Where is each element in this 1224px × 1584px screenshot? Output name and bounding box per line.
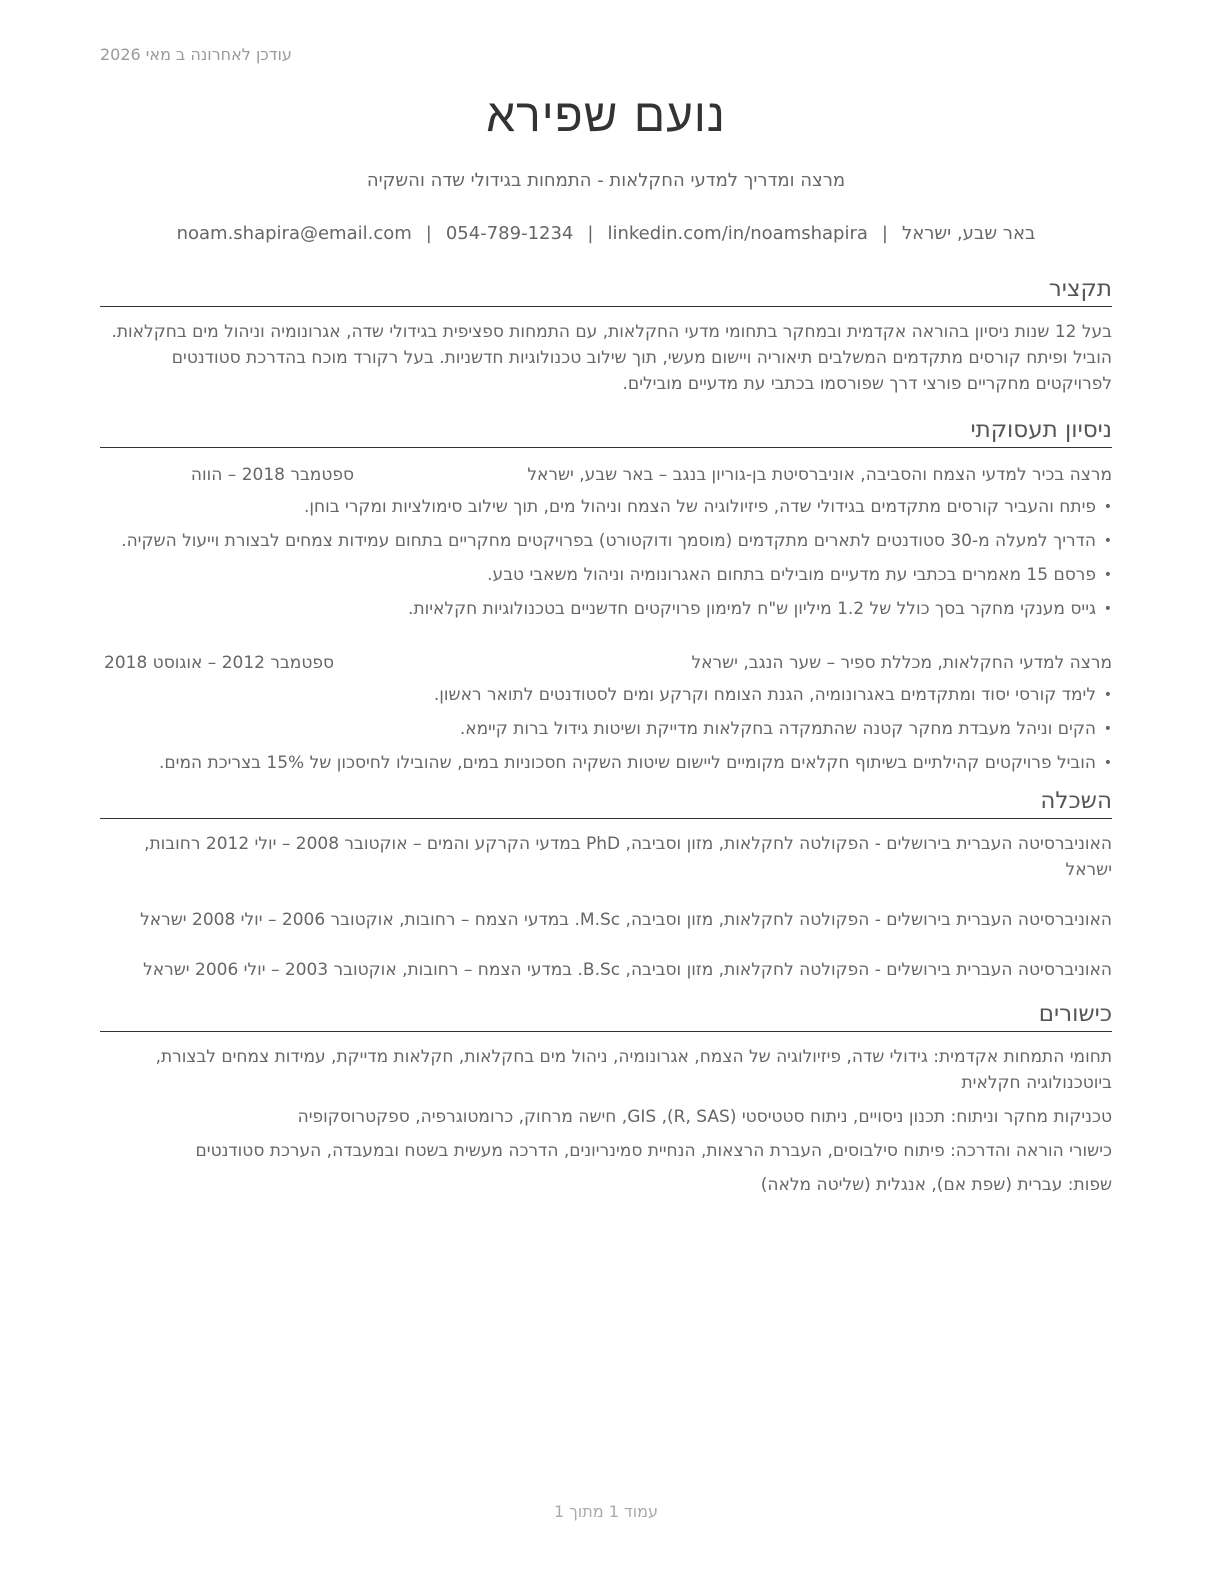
- job-bullet: • הוביל פרויקטים קהילתיים בשיתוף חקלאים מקומיים ליישום שיטות השקיה חסכוניות במים, שהובילו לחיסכון של 15% בצריכת המים.: [100, 750, 1112, 776]
- skill-line: שפות: עברית (שפת אם), אנגלית (שליטה מלאה): [760, 1175, 1112, 1195]
- job-header: [100, 462, 1112, 488]
- job-title: מרצה בכיר למדעי הצמח והסביבה, אוניברסיטת בן-גוריון בנגב – באר שבע, ישראל: [527, 465, 1112, 485]
- job-title: מרצה למדעי החקלאות, מכללת ספיר – שער הנגב, ישראל: [691, 653, 1112, 673]
- skill-line: כישורי הוראה והדרכה: פיתוח סילבוסים, העברת הרצאות, הנחיית סמינריונים, הדרכה מעשית בשטח ובמעבדה, הערכת סטודנטים: [195, 1141, 1112, 1161]
- job-bullet: • הקים וניהל מעבדת מחקר קטנה שהתמקדה בחקלאות מדייקת ושיטות גידול ברות קיימא.: [100, 716, 1112, 742]
- contact-separator: |: [881, 223, 888, 244]
- summary-title: תקציר: [100, 274, 1112, 307]
- contact-email[interactable]: noam.shapira@email.com: [176, 223, 412, 244]
- page-footer: עמוד 1 מתוך 1: [554, 1502, 658, 1521]
- summary-text: בעל 12 שנות ניסיון בהוראה אקדמית ובמחקר בתחומי מדעי החקלאות, עם התמחות ספציפית בגידולי שדה, אגרונומיה וניהול מים בחקלאות. הוביל ופיתח קורסים מתקדמים המשלבים תיאוריה ויישום מעשי, תוך שילוב טכנולוגיות חדשניות. בעל רקורד מוכח בהדרכת סטודנטים לפרויקטים מחקריים פורצי דרך שפורסמו בכתבי עת מדעיים מובילים.: [111, 322, 1112, 394]
- last-updated: עודכן לאחרונה ב מאי 2026: [100, 45, 292, 64]
- job-bullet: • הדריך למעלה מ-30 סטודנטים לתארים מתקדמים (מוסמך ודוקטורט) בפרויקטים מחקריים בתחום עמידות צמחים לבצורת וייעול השקיה.: [100, 528, 1112, 554]
- experience-section: [100, 415, 1112, 776]
- candidate-name: נועם שפירא: [486, 88, 726, 142]
- skills-section: [100, 999, 1112, 1198]
- education-item: האוניברסיטה העברית בירושלים - הפקולטה לחקלאות, מזון וסביבה, M.Sc. במדעי הצמח – רחובות, אוקטובר 2006 – יולי 2008 ישראל: [140, 910, 1112, 930]
- contact-phone[interactable]: 054-789-1234: [445, 223, 574, 244]
- job-header: [100, 650, 1112, 676]
- education-item: האוניברסיטה העברית בירושלים - הפקולטה לחקלאות, מזון וסביבה, PhD במדעי הקרקע והמים – אוקטובר 2008 – יולי 2012 רחובות, ישראל: [144, 834, 1112, 880]
- job-entry: [100, 650, 1112, 776]
- summary-section: [100, 274, 1112, 397]
- job-bullets: [100, 682, 1112, 776]
- job-bullet: • פרסם 15 מאמרים בכתבי עת מדעיים מובילים בתחום האגרונומיה וניהול משאבי טבע.: [100, 562, 1112, 588]
- job-bullet: • פיתח והעביר קורסים מתקדמים בגידולי שדה, פיזיולוגיה של הצמח וניהול מים, תוך שילוב סימולציות ומקרי בוחן.: [100, 494, 1112, 520]
- job-bullets: [100, 494, 1112, 622]
- contact-line: [100, 223, 1112, 244]
- job-entry: [100, 462, 1112, 622]
- contact-linkedin[interactable]: linkedin.com/in/noamshapira: [607, 223, 868, 244]
- job-dates: ספטמבר 2012 – אוגוסט 2018: [104, 653, 334, 673]
- education-item: האוניברסיטה העברית בירושלים - הפקולטה לחקלאות, מזון וסביבה, B.Sc. במדעי הצמח – רחובות, אוקטובר 2003 – יולי 2006 ישראל: [143, 960, 1112, 980]
- experience-title: ניסיון תעסוקתי: [100, 415, 1112, 448]
- contact-location: באר שבע, ישראל: [902, 223, 1036, 244]
- contact-separator: |: [425, 223, 432, 244]
- job-bullet: • לימד קורסי יסוד ומתקדמים באגרונומיה, הגנת הצומח וקרקע ומים לסטודנטים לתואר ראשון.: [100, 682, 1112, 708]
- contact-separator: |: [587, 223, 594, 244]
- skill-line: טכניקות מחקר וניתוח: תכנון ניסויים, ניתוח סטטיסטי (R, SAS), GIS, חישה מרחוק, כרומטוגרפיה, ספקטרוסקופיה: [297, 1107, 1112, 1127]
- education-title: השכלה: [100, 786, 1112, 819]
- job-bullet: • גייס מענקי מחקר בסך כולל של 1.2 מיליון ש"ח למימון פרויקטים חדשניים בטכנולוגיות חקלאיות.: [100, 596, 1112, 622]
- skills-title: כישורים: [100, 999, 1112, 1032]
- resume-content: [100, 274, 1112, 1198]
- resume-page: [100, 0, 1112, 1584]
- skill-line: תחומי התמחות אקדמית: גידולי שדה, פיזיולוגיה של הצמח, אגרונומיה, ניהול מים בחקלאות, חקלאות מדייקת, עמידות צמחים לבצורת, ביוטכנולוגיה חקלאית: [155, 1047, 1112, 1093]
- education-section: [100, 786, 1112, 983]
- candidate-tagline: מרצה ומדריך למדעי החקלאות - התמחות בגידולי שדה והשקיה: [366, 170, 846, 191]
- job-dates: ספטמבר 2018 – הווה: [190, 465, 354, 485]
